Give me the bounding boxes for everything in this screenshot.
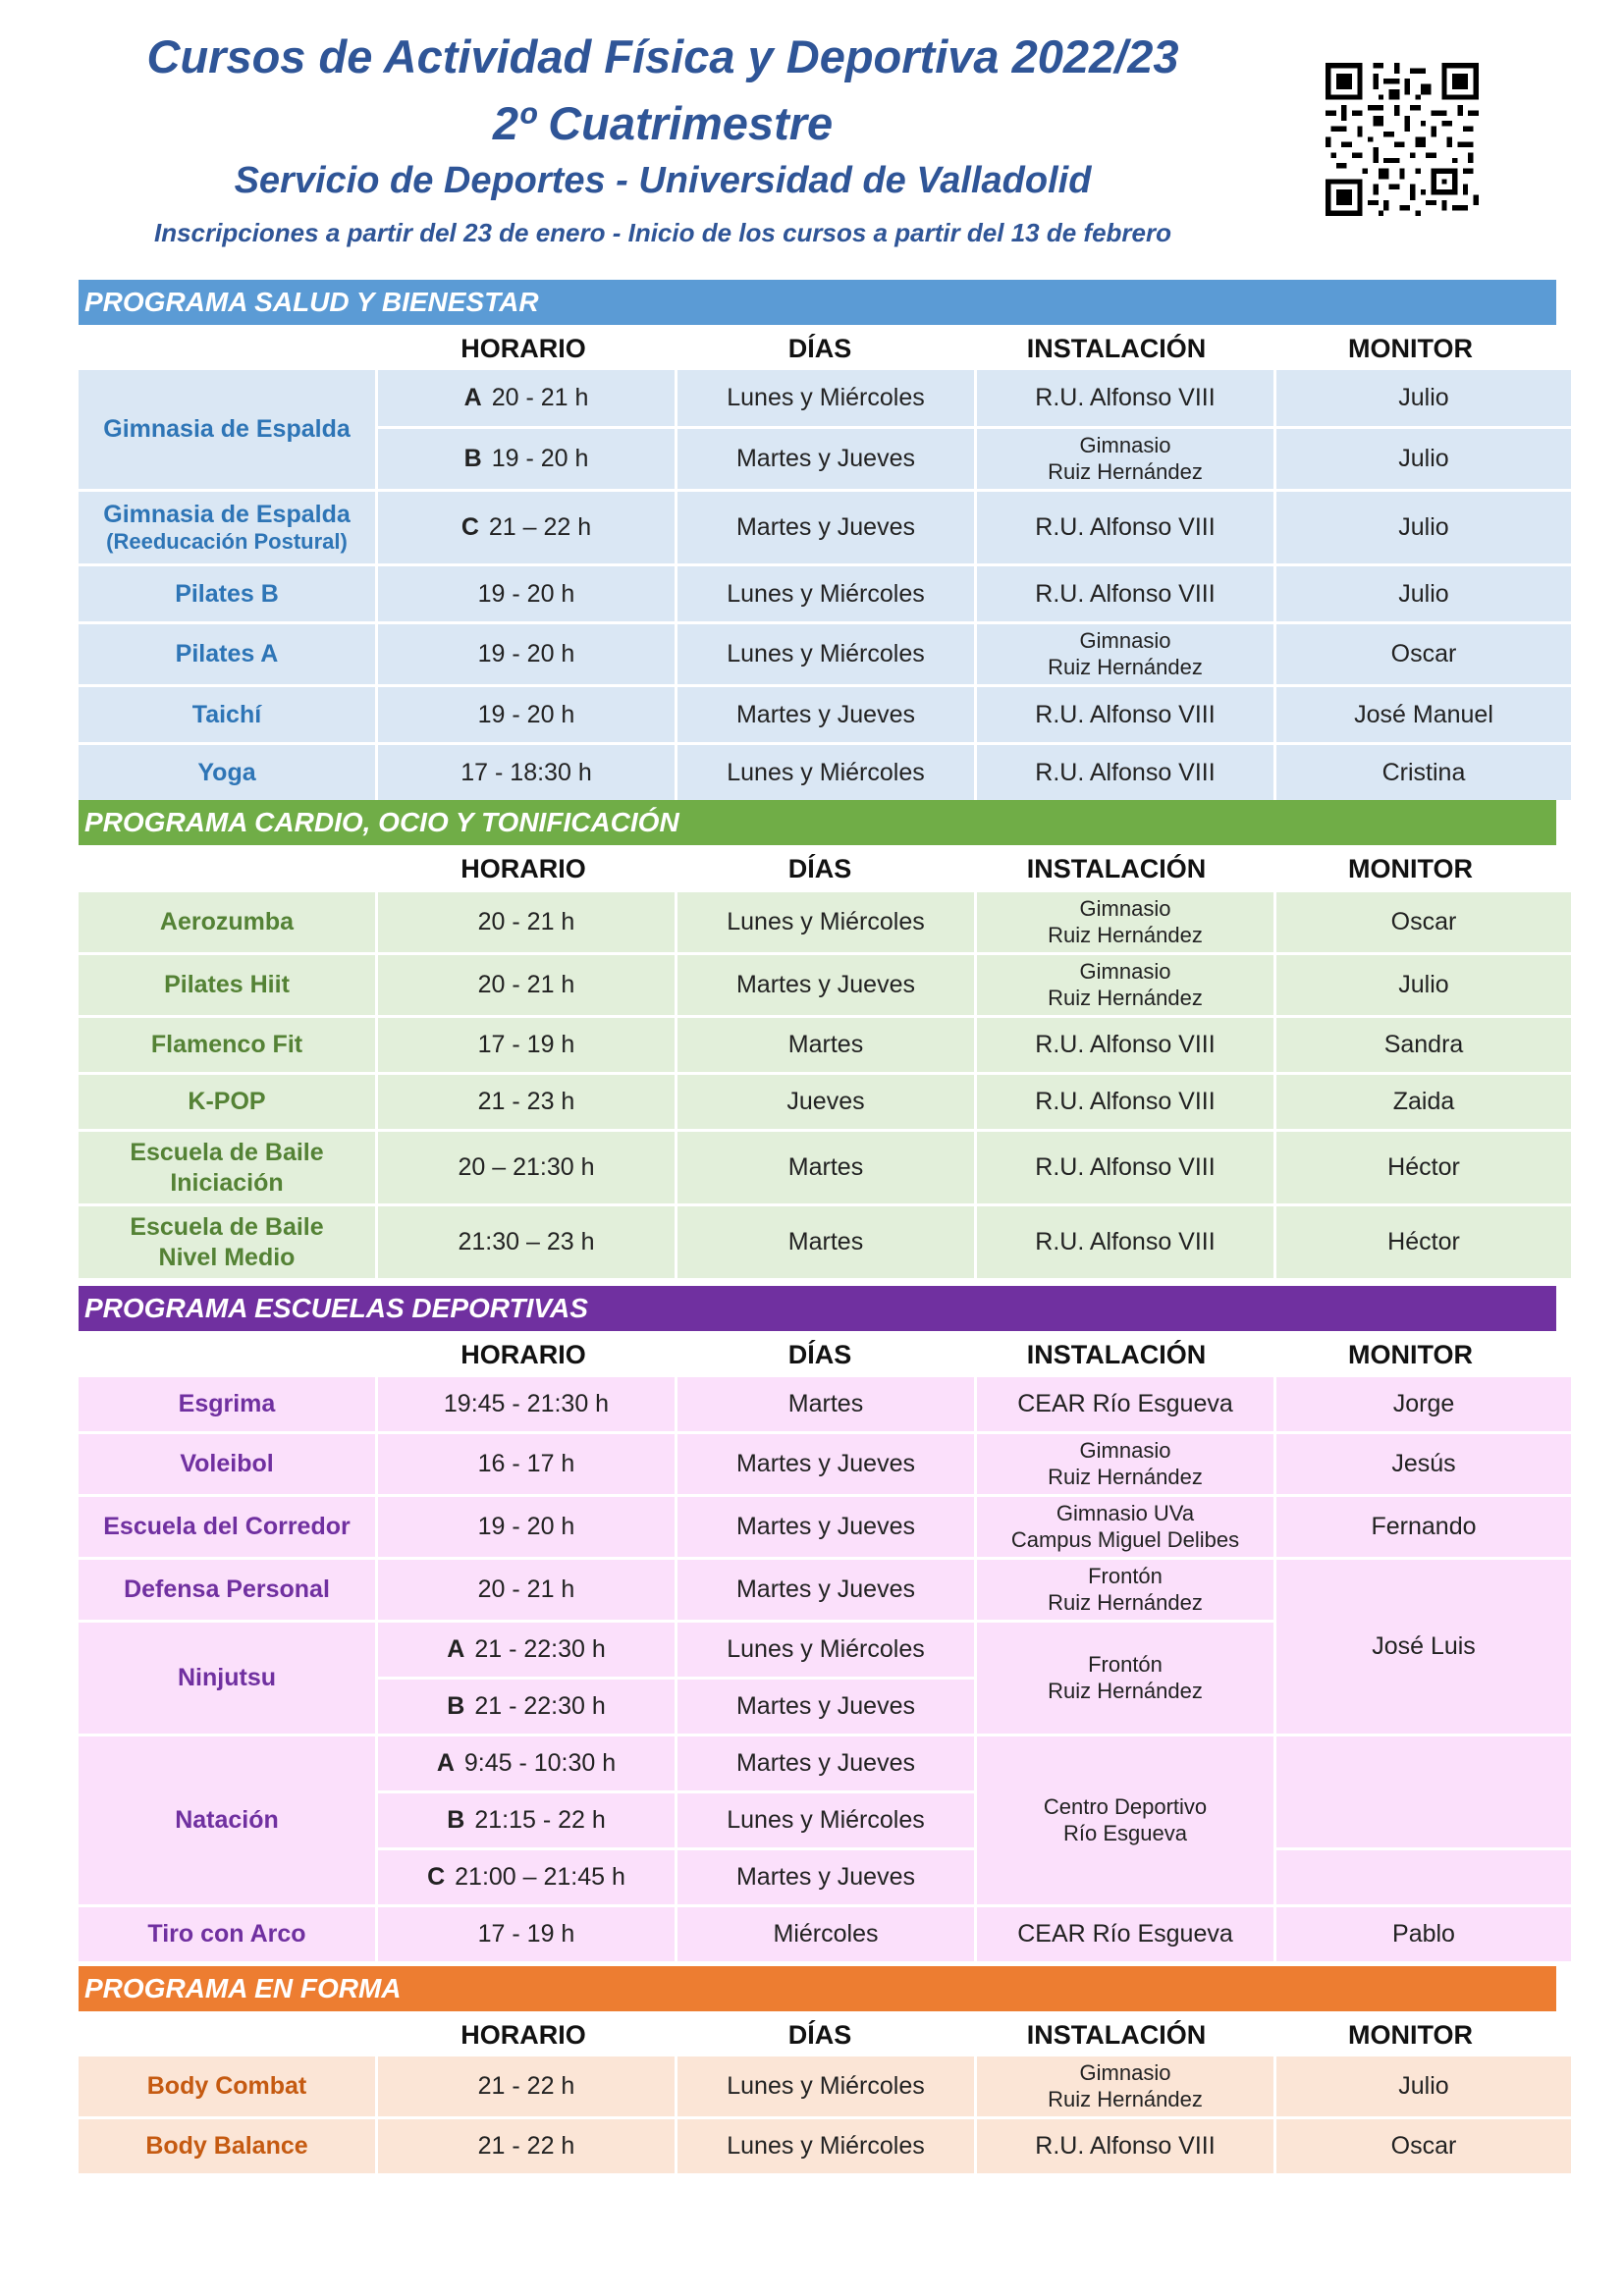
course-time: 21 - 22 h bbox=[378, 2056, 675, 2116]
course-days: Martes y Jueves bbox=[677, 687, 974, 742]
course-days: Martes bbox=[677, 1206, 974, 1278]
col-header-horario: HORARIO bbox=[460, 334, 586, 363]
col-header-monitor: MONITOR bbox=[1348, 334, 1473, 363]
course-name: Gimnasia de Espalda (Reeducación Postural) bbox=[79, 492, 375, 563]
col-header-empty bbox=[79, 1335, 375, 1374]
course-days: Martes bbox=[677, 1377, 974, 1431]
course-name: Body Balance bbox=[79, 2119, 375, 2173]
course-time: 19:45 - 21:30 h bbox=[378, 1377, 675, 1431]
escuelas-table bbox=[76, 1374, 1574, 1964]
course-days: Lunes y Miércoles bbox=[677, 1623, 974, 1677]
course-place: CEAR Río Esgueva bbox=[977, 1377, 1273, 1431]
qr-code-icon[interactable] bbox=[1326, 63, 1479, 216]
course-name: Natación bbox=[79, 1736, 375, 1904]
course-time: C 21 – 22 h bbox=[378, 492, 675, 563]
course-time: 19 - 20 h bbox=[378, 566, 675, 621]
course-place: R.U. Alfonso VIII bbox=[977, 2119, 1273, 2173]
table-row bbox=[79, 1560, 1571, 1620]
course-time: 17 - 18:30 h bbox=[378, 745, 675, 800]
course-place: R.U. Alfonso VIII bbox=[977, 1018, 1273, 1072]
table-row bbox=[79, 1132, 1571, 1203]
col-header-empty bbox=[79, 849, 375, 888]
course-place: Frontón Ruiz Hernández bbox=[977, 1560, 1273, 1620]
col-header-instalacion: INSTALACIÓN bbox=[1026, 2020, 1207, 2050]
col-header-instalacion: INSTALACIÓN bbox=[1026, 334, 1207, 363]
course-days: Martes y Jueves bbox=[677, 1497, 974, 1557]
course-time: A 9:45 - 10:30 h bbox=[378, 1736, 675, 1790]
col-header-empty bbox=[79, 2015, 375, 2055]
course-monitor: Jorge bbox=[1276, 1377, 1571, 1431]
course-days: Lunes y Miércoles bbox=[677, 745, 974, 800]
salud-column-headers bbox=[79, 329, 1556, 368]
course-place: Frontón Ruiz Hernández bbox=[977, 1623, 1273, 1734]
course-monitor: Héctor bbox=[1276, 1132, 1571, 1203]
course-time: 17 - 19 h bbox=[378, 1907, 675, 1961]
course-monitor: Julio bbox=[1276, 955, 1571, 1015]
course-days: Martes y Jueves bbox=[677, 429, 974, 489]
course-name: K-POP bbox=[79, 1075, 375, 1129]
course-name: Aerozumba bbox=[79, 892, 375, 952]
course-days: Lunes y Miércoles bbox=[677, 2119, 974, 2173]
course-name: Esgrima bbox=[79, 1377, 375, 1431]
course-days: Lunes y Miércoles bbox=[677, 1793, 974, 1847]
course-name: Taichí bbox=[79, 687, 375, 742]
course-place: Gimnasio UVa Campus Miguel Delibes bbox=[977, 1497, 1273, 1557]
col-header-horario: HORARIO bbox=[460, 1340, 586, 1369]
course-days: Miércoles bbox=[677, 1907, 974, 1961]
section-cardio-title: PROGRAMA CARDIO, OCIO Y TONIFICACIÓN bbox=[79, 800, 1556, 845]
course-name: Voleibol bbox=[79, 1434, 375, 1494]
course-time: 17 - 19 h bbox=[378, 1018, 675, 1072]
course-time: B 21:15 - 22 h bbox=[378, 1793, 675, 1847]
course-place: R.U. Alfonso VIII bbox=[977, 1206, 1273, 1278]
course-days: Lunes y Miércoles bbox=[677, 624, 974, 684]
cardio-column-headers bbox=[79, 849, 1556, 888]
course-monitor: Héctor bbox=[1276, 1206, 1571, 1278]
course-place: R.U. Alfonso VIII bbox=[977, 687, 1273, 742]
cardio-table bbox=[76, 889, 1574, 1281]
escuelas-column-headers bbox=[79, 1335, 1556, 1374]
table-row bbox=[79, 687, 1571, 742]
course-time: 21:30 – 23 h bbox=[378, 1206, 675, 1278]
course-name: Flamenco Fit bbox=[79, 1018, 375, 1072]
salud-table bbox=[76, 367, 1574, 803]
course-monitor bbox=[1276, 1850, 1571, 1904]
course-name: Escuela de Baile Iniciación bbox=[79, 1132, 375, 1203]
course-monitor: Oscar bbox=[1276, 892, 1571, 952]
course-name: Body Combat bbox=[79, 2056, 375, 2116]
course-time: 20 - 21 h bbox=[378, 955, 675, 1015]
course-place: R.U. Alfonso VIII bbox=[977, 566, 1273, 621]
course-place: Centro Deportivo Río Esgueva bbox=[977, 1736, 1273, 1904]
course-name: Pilates B bbox=[79, 566, 375, 621]
section-salud-title: PROGRAMA SALUD Y BIENESTAR bbox=[79, 280, 1556, 325]
course-monitor: Cristina bbox=[1276, 745, 1571, 800]
course-monitor: Sandra bbox=[1276, 1018, 1571, 1072]
course-place: R.U. Alfonso VIII bbox=[977, 492, 1273, 563]
col-header-instalacion: INSTALACIÓN bbox=[1026, 854, 1207, 883]
course-place: CEAR Río Esgueva bbox=[977, 1907, 1273, 1961]
course-days: Lunes y Miércoles bbox=[677, 2056, 974, 2116]
forma-table bbox=[76, 2054, 1574, 2176]
course-days: Martes bbox=[677, 1018, 974, 1072]
course-time: 16 - 17 h bbox=[378, 1434, 675, 1494]
col-header-empty bbox=[79, 329, 375, 368]
table-row bbox=[79, 370, 1571, 426]
col-header-monitor: MONITOR bbox=[1348, 1340, 1473, 1369]
course-place: Gimnasio Ruiz Hernández bbox=[977, 1434, 1273, 1494]
col-header-dias: DÍAS bbox=[787, 1340, 852, 1369]
service-name: Servicio de Deportes - Universidad de Valladolid bbox=[234, 160, 1092, 201]
table-row bbox=[79, 1907, 1571, 1961]
course-monitor bbox=[1276, 1736, 1571, 1847]
course-monitor: Pablo bbox=[1276, 1907, 1571, 1961]
course-name: Pilates Hiit bbox=[79, 955, 375, 1015]
course-time: A 20 - 21 h bbox=[378, 370, 675, 426]
course-monitor: Zaida bbox=[1276, 1075, 1571, 1129]
col-header-instalacion: INSTALACIÓN bbox=[1026, 1340, 1207, 1369]
col-header-dias: DÍAS bbox=[787, 854, 852, 883]
col-header-horario: HORARIO bbox=[460, 2020, 586, 2050]
course-monitor: Fernando bbox=[1276, 1497, 1571, 1557]
table-row bbox=[79, 892, 1571, 952]
table-row bbox=[79, 2119, 1571, 2173]
course-days: Martes y Jueves bbox=[677, 1560, 974, 1620]
table-row bbox=[79, 745, 1571, 800]
col-header-horario: HORARIO bbox=[460, 854, 586, 883]
course-days: Martes bbox=[677, 1132, 974, 1203]
course-time: B 19 - 20 h bbox=[378, 429, 675, 489]
course-monitor: Julio bbox=[1276, 370, 1571, 426]
course-days: Lunes y Miércoles bbox=[677, 892, 974, 952]
course-monitor: Julio bbox=[1276, 2056, 1571, 2116]
course-place: Gimnasio Ruiz Hernández bbox=[977, 955, 1273, 1015]
course-time: 19 - 20 h bbox=[378, 687, 675, 742]
course-time: 21 - 23 h bbox=[378, 1075, 675, 1129]
course-days: Jueves bbox=[677, 1075, 974, 1129]
course-place: Gimnasio Ruiz Hernández bbox=[977, 429, 1273, 489]
section-escuelas-title: PROGRAMA ESCUELAS DEPORTIVAS bbox=[79, 1286, 1556, 1331]
col-header-dias: DÍAS bbox=[787, 2020, 852, 2050]
page-title: Cursos de Actividad Física y Deportiva 2022/23 bbox=[146, 30, 1179, 82]
course-monitor: José Manuel bbox=[1276, 687, 1571, 742]
course-monitor: Julio bbox=[1276, 492, 1571, 563]
col-header-monitor: MONITOR bbox=[1348, 2020, 1473, 2050]
table-row bbox=[79, 2056, 1571, 2116]
course-days: Lunes y Miércoles bbox=[677, 566, 974, 621]
table-row bbox=[79, 1434, 1571, 1494]
table-row bbox=[79, 1736, 1571, 1790]
course-monitor: Oscar bbox=[1276, 2119, 1571, 2173]
course-time: A 21 - 22:30 h bbox=[378, 1623, 675, 1677]
course-time: 20 – 21:30 h bbox=[378, 1132, 675, 1203]
table-row bbox=[79, 492, 1571, 563]
course-name: Escuela del Corredor bbox=[79, 1497, 375, 1557]
course-days: Martes y Jueves bbox=[677, 492, 974, 563]
course-name: Ninjutsu bbox=[79, 1623, 375, 1734]
course-days: Martes y Jueves bbox=[677, 1850, 974, 1904]
table-row bbox=[79, 624, 1571, 684]
course-monitor: José Luis bbox=[1276, 1560, 1571, 1734]
course-time: C 21:00 – 21:45 h bbox=[378, 1850, 675, 1904]
course-days: Martes y Jueves bbox=[677, 1736, 974, 1790]
table-row bbox=[79, 1075, 1571, 1129]
page-subtitle: 2º Cuatrimestre bbox=[492, 97, 834, 149]
course-name: Defensa Personal bbox=[79, 1560, 375, 1620]
course-time: 21 - 22 h bbox=[378, 2119, 675, 2173]
registration-dates: Inscripciones a partir del 23 de enero - Inicio de los cursos a partir del 13 de febrero bbox=[153, 218, 1171, 247]
course-monitor: Julio bbox=[1276, 566, 1571, 621]
course-time: 20 - 21 h bbox=[378, 1560, 675, 1620]
table-row bbox=[79, 1206, 1571, 1278]
course-place: R.U. Alfonso VIII bbox=[977, 745, 1273, 800]
course-days: Martes y Jueves bbox=[677, 955, 974, 1015]
table-row bbox=[79, 1018, 1571, 1072]
course-name: Yoga bbox=[79, 745, 375, 800]
course-monitor: Oscar bbox=[1276, 624, 1571, 684]
course-days: Lunes y Miércoles bbox=[677, 370, 974, 426]
forma-column-headers bbox=[79, 2015, 1556, 2055]
table-row bbox=[79, 1497, 1571, 1557]
table-row bbox=[79, 1377, 1571, 1431]
course-time: B 21 - 22:30 h bbox=[378, 1680, 675, 1734]
course-place: R.U. Alfonso VIII bbox=[977, 1132, 1273, 1203]
course-place: R.U. Alfonso VIII bbox=[977, 370, 1273, 426]
col-header-monitor: MONITOR bbox=[1348, 854, 1473, 883]
course-monitor: Julio bbox=[1276, 429, 1571, 489]
course-name: Tiro con Arco bbox=[79, 1907, 375, 1961]
col-header-dias: DÍAS bbox=[787, 334, 852, 363]
course-days: Martes y Jueves bbox=[677, 1434, 974, 1494]
course-time: 19 - 20 h bbox=[378, 1497, 675, 1557]
section-forma-title: PROGRAMA EN FORMA bbox=[79, 1966, 1556, 2011]
course-name: Pilates A bbox=[79, 624, 375, 684]
course-name: Gimnasia de Espalda bbox=[79, 370, 375, 489]
course-time: 20 - 21 h bbox=[378, 892, 675, 952]
table-row bbox=[79, 955, 1571, 1015]
course-place: R.U. Alfonso VIII bbox=[977, 1075, 1273, 1129]
course-place: Gimnasio Ruiz Hernández bbox=[977, 892, 1273, 952]
course-name: Escuela de Baile Nivel Medio bbox=[79, 1206, 375, 1278]
table-row bbox=[79, 566, 1571, 621]
course-place: Gimnasio Ruiz Hernández bbox=[977, 624, 1273, 684]
course-time: 19 - 20 h bbox=[378, 624, 675, 684]
course-monitor: Jesús bbox=[1276, 1434, 1571, 1494]
course-days: Martes y Jueves bbox=[677, 1680, 974, 1734]
course-place: Gimnasio Ruiz Hernández bbox=[977, 2056, 1273, 2116]
